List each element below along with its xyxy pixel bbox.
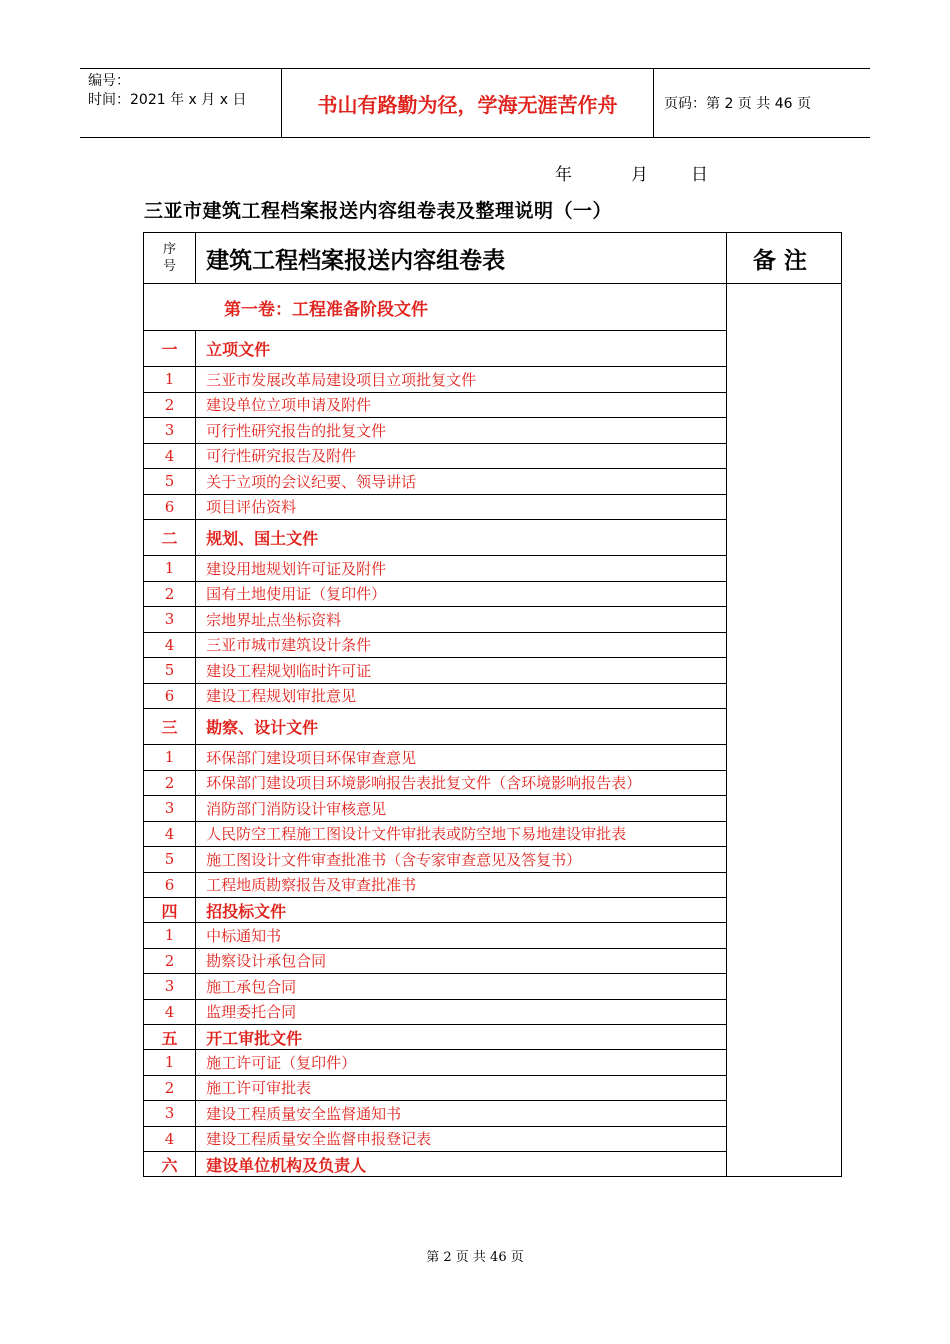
document-title: 三亚市建筑工程档案报送内容组卷表及整理说明（一） xyxy=(144,200,613,222)
header-note: 备注 xyxy=(726,233,841,284)
item-number: 2 xyxy=(144,770,196,796)
item-number: 3 xyxy=(144,607,196,633)
section-number: 三 xyxy=(144,709,196,745)
header-item: 建筑工程档案报送内容组卷表 xyxy=(196,233,727,284)
item-number: 1 xyxy=(144,923,196,949)
date-year: 年 xyxy=(555,165,572,185)
item-text: 监理委托合同 xyxy=(196,999,727,1025)
item-text: 中标通知书 xyxy=(196,923,727,949)
item-text: 三亚市发展改革局建设项目立项批复文件 xyxy=(196,367,727,393)
item-text: 建设工程规划临时许可证 xyxy=(196,658,727,684)
item-number: 2 xyxy=(144,581,196,607)
item-number: 2 xyxy=(144,1075,196,1101)
table-header-row xyxy=(144,233,842,284)
section-title: 招投标文件 xyxy=(196,898,727,923)
item-number: 4 xyxy=(144,821,196,847)
item-number: 3 xyxy=(144,796,196,822)
section-title: 立项文件 xyxy=(196,331,727,367)
item-number: 2 xyxy=(144,392,196,418)
item-text: 消防部门消防设计审核意见 xyxy=(196,796,727,822)
section-title: 开工审批文件 xyxy=(196,1025,727,1050)
item-text: 施工许可证（复印件） xyxy=(196,1050,727,1076)
item-text: 宗地界址点坐标资料 xyxy=(196,607,727,633)
item-text: 施工承包合同 xyxy=(196,974,727,1000)
item-number: 6 xyxy=(144,683,196,709)
item-text: 人民防空工程施工图设计文件审批表或防空地下易地建设审批表 xyxy=(196,821,727,847)
item-text: 可行性研究报告及附件 xyxy=(196,443,727,469)
item-number: 5 xyxy=(144,658,196,684)
time-label: 时间：2021 年 x 月 x 日 xyxy=(88,92,247,108)
number-label: 编号： xyxy=(88,73,130,89)
item-number: 1 xyxy=(144,367,196,393)
volume-title: 第一卷：工程准备阶段文件 xyxy=(144,284,727,331)
header-meta xyxy=(80,69,282,137)
page-footer: 第 2 页 共 46 页 xyxy=(426,1250,524,1265)
header-no: 序 号 xyxy=(144,233,196,284)
item-number: 5 xyxy=(144,469,196,495)
item-number: 4 xyxy=(144,999,196,1025)
item-text: 建设工程质量安全监督申报登记表 xyxy=(196,1126,727,1152)
item-number: 3 xyxy=(144,974,196,1000)
item-number: 2 xyxy=(144,948,196,974)
date-line xyxy=(555,160,708,185)
remarks-cell xyxy=(726,284,841,1177)
item-number: 3 xyxy=(144,418,196,444)
item-text: 建设单位立项申请及附件 xyxy=(196,392,727,418)
item-text: 国有土地使用证（复印件） xyxy=(196,581,727,607)
item-text: 勘察设计承包合同 xyxy=(196,948,727,974)
item-number: 1 xyxy=(144,556,196,582)
item-number: 1 xyxy=(144,745,196,771)
item-text: 施工许可审批表 xyxy=(196,1075,727,1101)
section-number: 一 xyxy=(144,331,196,367)
item-number: 4 xyxy=(144,632,196,658)
section-number: 六 xyxy=(144,1152,196,1177)
date-day: 日 xyxy=(691,165,708,185)
item-text: 关于立项的会议纪要、领导讲话 xyxy=(196,469,727,495)
item-text: 建设工程质量安全监督通知书 xyxy=(196,1101,727,1127)
item-number: 4 xyxy=(144,1126,196,1152)
section-title: 勘察、设计文件 xyxy=(196,709,727,745)
archive-table xyxy=(143,232,842,1177)
item-number: 3 xyxy=(144,1101,196,1127)
item-text: 环保部门建设项目环保审查意见 xyxy=(196,745,727,771)
item-number: 6 xyxy=(144,872,196,898)
item-text: 环保部门建设项目环境影响报告表批复文件（含环境影响报告表） xyxy=(196,770,727,796)
section-title: 建设单位机构及负责人 xyxy=(196,1152,727,1177)
item-text: 建设用地规划许可证及附件 xyxy=(196,556,727,582)
item-text: 可行性研究报告的批复文件 xyxy=(196,418,727,444)
header-page-label: 页码：第 2 页 共 46 页 xyxy=(664,96,811,112)
item-text: 建设工程规划审批意见 xyxy=(196,683,727,709)
item-number: 4 xyxy=(144,443,196,469)
section-number: 二 xyxy=(144,520,196,556)
section-number: 五 xyxy=(144,1025,196,1050)
section-title: 规划、国土文件 xyxy=(196,520,727,556)
volume-row xyxy=(144,284,842,331)
date-month: 月 xyxy=(631,165,648,185)
item-number: 1 xyxy=(144,1050,196,1076)
header-motto: 书山有路勤为径，学海无涯苦作舟 xyxy=(282,69,654,137)
item-text: 工程地质勘察报告及审查批准书 xyxy=(196,872,727,898)
section-number: 四 xyxy=(144,898,196,923)
item-number: 6 xyxy=(144,494,196,520)
item-number: 5 xyxy=(144,847,196,873)
page-header xyxy=(80,68,870,138)
item-text: 施工图设计文件审查批准书（含专家审查意见及答复书） xyxy=(196,847,727,873)
item-text: 项目评估资料 xyxy=(196,494,727,520)
item-text: 三亚市城市建筑设计条件 xyxy=(196,632,727,658)
